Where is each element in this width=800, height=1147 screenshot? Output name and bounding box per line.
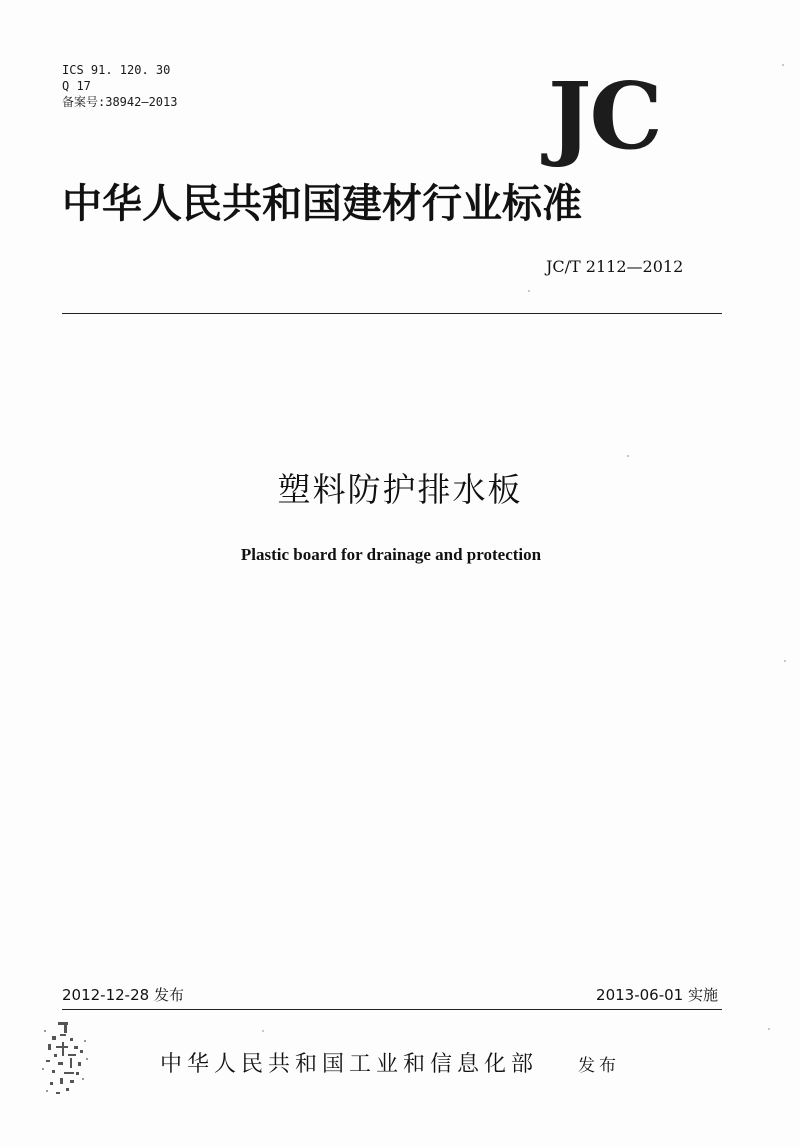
publisher-action: 发布 <box>578 1056 620 1076</box>
top-divider <box>62 313 722 314</box>
issue-date: 2012-12-28 发布 <box>62 986 184 1004</box>
scan-speck <box>784 660 786 662</box>
ics-code: ICS 91. 120. 30 <box>62 63 171 77</box>
filing-number: 备案号:38942—2013 <box>62 95 178 109</box>
seal-stamp-icon <box>40 1018 102 1100</box>
scan-speck <box>782 64 784 66</box>
classification-block <box>62 62 177 110</box>
implementation-date: 2013-06-01 实施 <box>596 986 718 1004</box>
publisher-name: 中华人民共和国工业和信息化部 <box>160 1052 539 1077</box>
scan-speck <box>768 1028 770 1030</box>
standard-number: JC/T 2112—2012 <box>546 257 684 276</box>
ccs-code: Q 17 <box>62 79 91 93</box>
jc-logo: JC <box>548 62 661 170</box>
scan-speck <box>528 290 530 292</box>
bottom-divider <box>62 1009 722 1010</box>
standard-category-title: 中华人民共和国建材行业标准 <box>62 181 582 227</box>
document-title-cn: 塑料防护排水板 <box>277 470 523 509</box>
scan-speck <box>262 1030 264 1032</box>
scan-speck <box>627 455 629 457</box>
document-title-en: Plastic board for drainage and protection <box>240 545 542 564</box>
